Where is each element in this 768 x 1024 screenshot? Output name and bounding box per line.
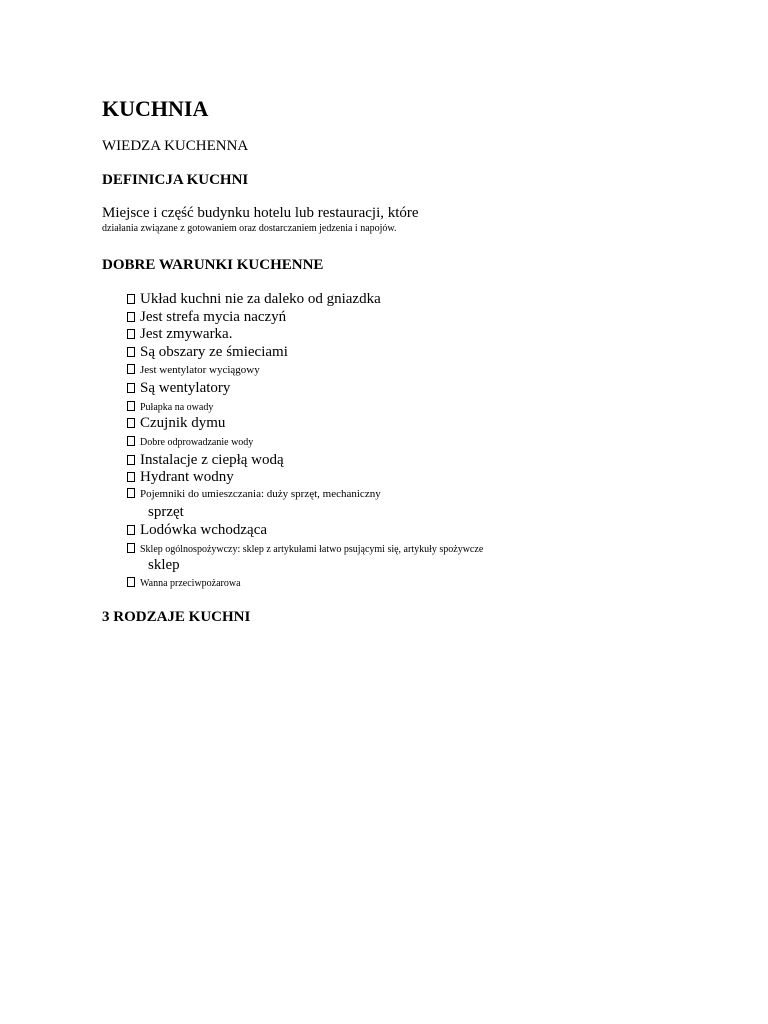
list-item (127, 451, 284, 469)
list-item-text: Dobre odprowadzanie wody (140, 437, 254, 448)
checkbox-icon (127, 488, 135, 498)
list-item-continuation: sklep (148, 557, 180, 573)
document-subtitle: WIEDZA KUCHENNA (102, 138, 249, 154)
checkbox-icon (127, 312, 135, 322)
list-item-text: Jest strefa mycia naczyń (140, 309, 287, 325)
list-item (127, 542, 483, 556)
definition-text-line1: Miejsce i część budynku hotelu lub restauracji, które (102, 205, 419, 221)
definition-text-line2: działania związane z gotowaniem oraz dostarczaniem jedzenia i napojów. (102, 223, 397, 234)
list-item (127, 290, 381, 308)
list-item-text: Hydrant wodny (140, 469, 234, 485)
conditions-heading: DOBRE WARUNKI KUCHENNE (102, 257, 324, 273)
checkbox-icon (127, 472, 135, 482)
checkbox-icon (127, 329, 135, 339)
list-item-text: Wanna przeciwpożarowa (140, 578, 241, 589)
list-item-text: Czujnik dymu (140, 415, 226, 431)
document-title: KUCHNIA (102, 96, 209, 121)
list-item (127, 400, 213, 414)
list-item (127, 325, 232, 343)
list-item-text: Jest wentylator wyciągowy (140, 364, 260, 376)
definition-heading: DEFINICJA KUCHNI (102, 172, 249, 188)
checkbox-icon (127, 383, 135, 393)
checkbox-icon (127, 418, 135, 428)
checkbox-icon (127, 294, 135, 304)
list-item-text: Jest zmywarka. (140, 326, 233, 342)
list-item-text: Układ kuchni nie za daleko od gniazdka (140, 291, 381, 307)
list-item-text: Pułapka na owady (140, 402, 214, 413)
list-item (127, 521, 267, 539)
checkbox-icon (127, 543, 135, 553)
checkbox-icon (127, 347, 135, 357)
list-item-text: Pojemniki do umieszczania: duży sprzęt, mechaniczny (140, 488, 381, 500)
checkbox-icon (127, 436, 135, 446)
checkbox-icon (127, 364, 135, 374)
list-item-text: Są obszary ze śmieciami (140, 344, 288, 360)
checkbox-icon (127, 455, 135, 465)
list-item (127, 343, 288, 361)
list-item-text: Sklep ogólnospożywczy: sklep z artykułami łatwo psującymi się, artykuły spożywcze (140, 544, 484, 555)
list-item (127, 308, 286, 326)
list-item (127, 468, 234, 486)
checkbox-icon (127, 401, 135, 411)
list-item-text: Są wentylatory (140, 380, 231, 396)
types-heading: 3 RODZAJE KUCHNI (102, 609, 251, 625)
list-item (127, 487, 381, 501)
list-item (127, 379, 230, 397)
list-item-continuation: sprzęt (148, 504, 184, 520)
list-item-text: Lodówka wchodząca (140, 522, 268, 538)
list-item (127, 363, 260, 377)
list-item (127, 576, 241, 590)
list-item-text: Instalacje z ciepłą wodą (140, 452, 284, 468)
list-item (127, 435, 253, 449)
checkbox-icon (127, 577, 135, 587)
checkbox-icon (127, 525, 135, 535)
list-item (127, 414, 225, 432)
